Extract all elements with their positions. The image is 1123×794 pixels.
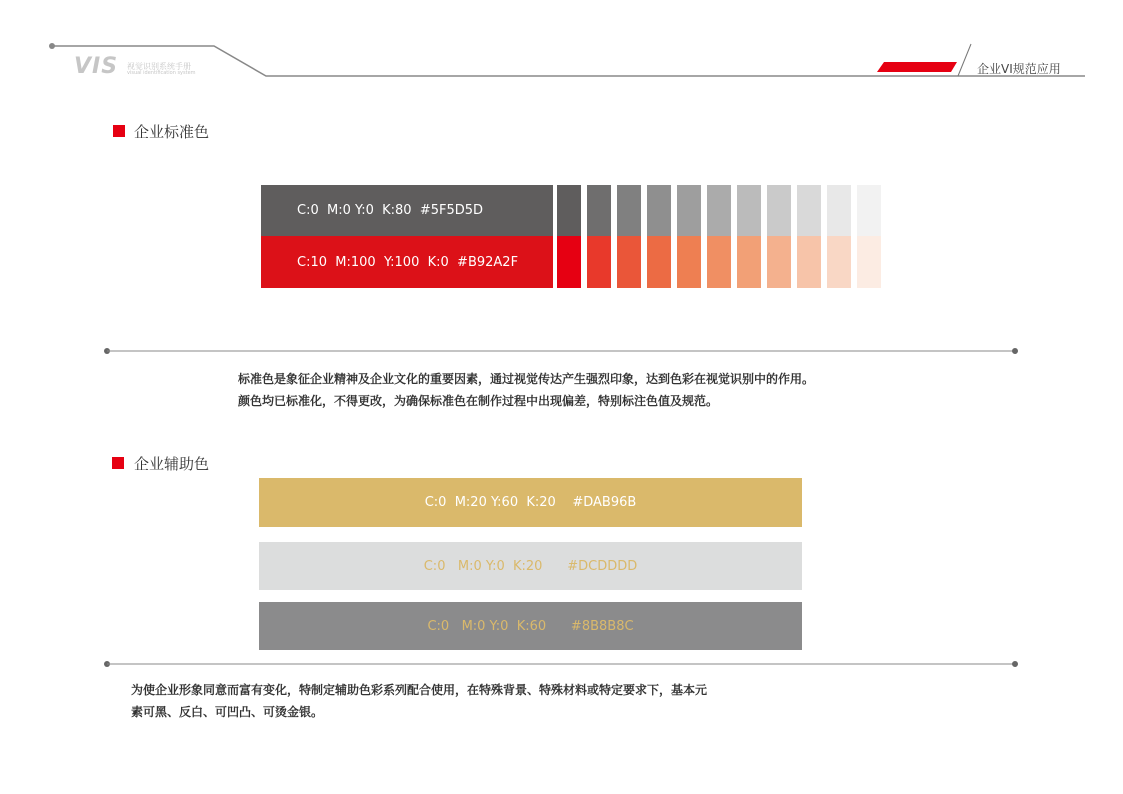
divider-2 <box>100 658 1024 670</box>
gray-tint-swatch <box>557 185 581 236</box>
red-tint-swatch <box>767 236 791 288</box>
gray-tint-swatch <box>647 185 671 236</box>
auxiliary-description-line-1: 为使企业形象同意而富有变化，特制定辅助色彩系列配合使用，在特殊背景、特殊材料或特定要求下，基本元 <box>131 683 708 697</box>
red-tint-swatch <box>707 236 731 288</box>
aux-color-bar-dark-gray: C:0 M:0 Y:0 K:60 #8B8B8C <box>259 602 802 650</box>
red-tint-swatch <box>617 236 641 288</box>
gray-tint-swatch <box>767 185 791 236</box>
red-standard-swatch: C:10 M:100 Y:100 K:0 #B92A2F <box>261 236 553 288</box>
section-bullet-auxiliary <box>112 457 124 469</box>
gray-tint-swatch <box>617 185 641 236</box>
standard-description-line-1: 标准色是象征企业精神及企业文化的重要因素，通过视觉传达产生强烈印象，达到色彩在视觉识别中的作用。 <box>238 372 815 386</box>
gray-tint-swatch <box>857 185 881 236</box>
logo-subtitle-cn: 视觉识别系统手册 <box>127 62 191 71</box>
standard-description-line-2: 颜色均已标准化，不得更改，为确保标准色在制作过程中出现偏差，特别标注色值及规范。 <box>238 394 719 408</box>
auxiliary-description <box>131 679 831 723</box>
section-bullet-standard <box>113 125 125 137</box>
red-tint-swatch <box>587 236 611 288</box>
gray-tint-swatch <box>587 185 611 236</box>
red-tint-swatch <box>677 236 701 288</box>
red-tint-swatch <box>857 236 881 288</box>
red-tint-swatch <box>557 236 581 288</box>
section-title-auxiliary: 企业辅助色 <box>134 455 210 473</box>
section-title-standard: 企业标准色 <box>134 123 210 141</box>
header-rule <box>0 0 1123 90</box>
standard-description <box>238 368 898 412</box>
divider-1 <box>100 345 1024 357</box>
gray-tint-swatch <box>827 185 851 236</box>
gray-tint-swatch <box>797 185 821 236</box>
auxiliary-description-line-2: 素可黑、反白、可凹凸、可烫金银。 <box>131 705 324 719</box>
aux-color-bar-gold: C:0 M:20 Y:60 K:20 #DAB96B <box>259 478 802 527</box>
red-tint-swatch <box>797 236 821 288</box>
red-tint-swatch <box>737 236 761 288</box>
vis-logo: VIS <box>74 54 119 79</box>
gray-tint-swatch <box>737 185 761 236</box>
gray-standard-swatch: C:0 M:0 Y:0 K:80 #5F5D5D <box>261 185 553 236</box>
gray-tint-swatch <box>707 185 731 236</box>
logo-subtitle-en: visual identification system <box>127 70 196 76</box>
gray-tint-swatch <box>677 185 701 236</box>
red-tint-swatch <box>827 236 851 288</box>
aux-color-bar-light-gray: C:0 M:0 Y:0 K:20 #DCDDDD <box>259 542 802 590</box>
header-title: 企业VI规范应用 <box>977 62 1061 76</box>
red-tint-swatch <box>647 236 671 288</box>
